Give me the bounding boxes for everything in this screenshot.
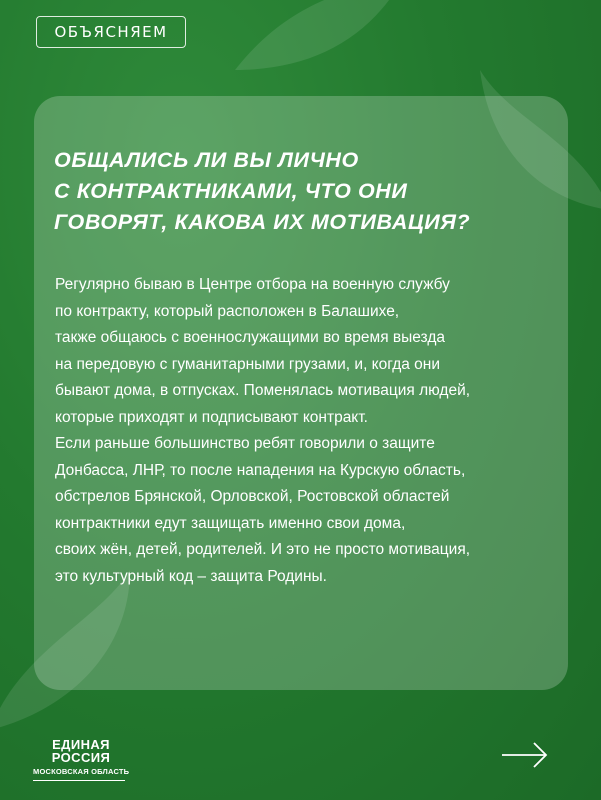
- body-line: также общаюсь с военнослужащими во время выезда: [55, 329, 445, 346]
- body-line: по контракту, который расположен в Балашихе,: [55, 302, 400, 320]
- body-line: которые приходят и подписывают контракт.: [55, 408, 368, 426]
- title-line: С КОНТРАКТНИКАМИ, ЧТО ОНИ: [54, 179, 408, 203]
- arrow-right-icon[interactable]: [500, 740, 550, 770]
- body-line: бывают дома, в отпусках. Поменялась мотивация людей,: [55, 382, 471, 399]
- category-tag: ОБЪЯСНЯЕМ: [36, 16, 186, 48]
- question-title: [54, 145, 554, 238]
- logo-line-2: РОССИЯ: [51, 750, 111, 765]
- body-line: на передовую с гуманитарными грузами, и, когда они: [55, 355, 441, 373]
- body-line: контрактники едут защищать именно свои дома,: [55, 514, 406, 532]
- title-line: ГОВОРЯТ, КАКОВА ИХ МОТИВАЦИЯ?: [54, 210, 471, 234]
- leaf-decoration: [230, 0, 410, 80]
- party-logo: [33, 738, 129, 781]
- logo-line-1: ЕДИНАЯ: [52, 737, 110, 752]
- logo-underline: [33, 780, 125, 781]
- body-line: Донбасса, ЛНР, то после нападения на Курскую область,: [55, 461, 466, 479]
- body-line: это культурный код – защита Родины.: [55, 567, 327, 585]
- title-line: ОБЩАЛИСЬ ЛИ ВЫ ЛИЧНО: [54, 148, 359, 172]
- body-line: своих жён, детей, родителей. И это не просто мотивация,: [55, 541, 471, 558]
- body-line: обстрелов Брянской, Орловской, Ростовской областей: [55, 488, 450, 505]
- body-line: Если раньше большинство ребят говорили о защите: [55, 435, 435, 452]
- logo-region: МОСКОВСКАЯ ОБЛАСТЬ: [33, 767, 130, 776]
- answer-text: [55, 272, 567, 590]
- body-line: Регулярно бываю в Центре отбора на военную службу: [55, 276, 450, 293]
